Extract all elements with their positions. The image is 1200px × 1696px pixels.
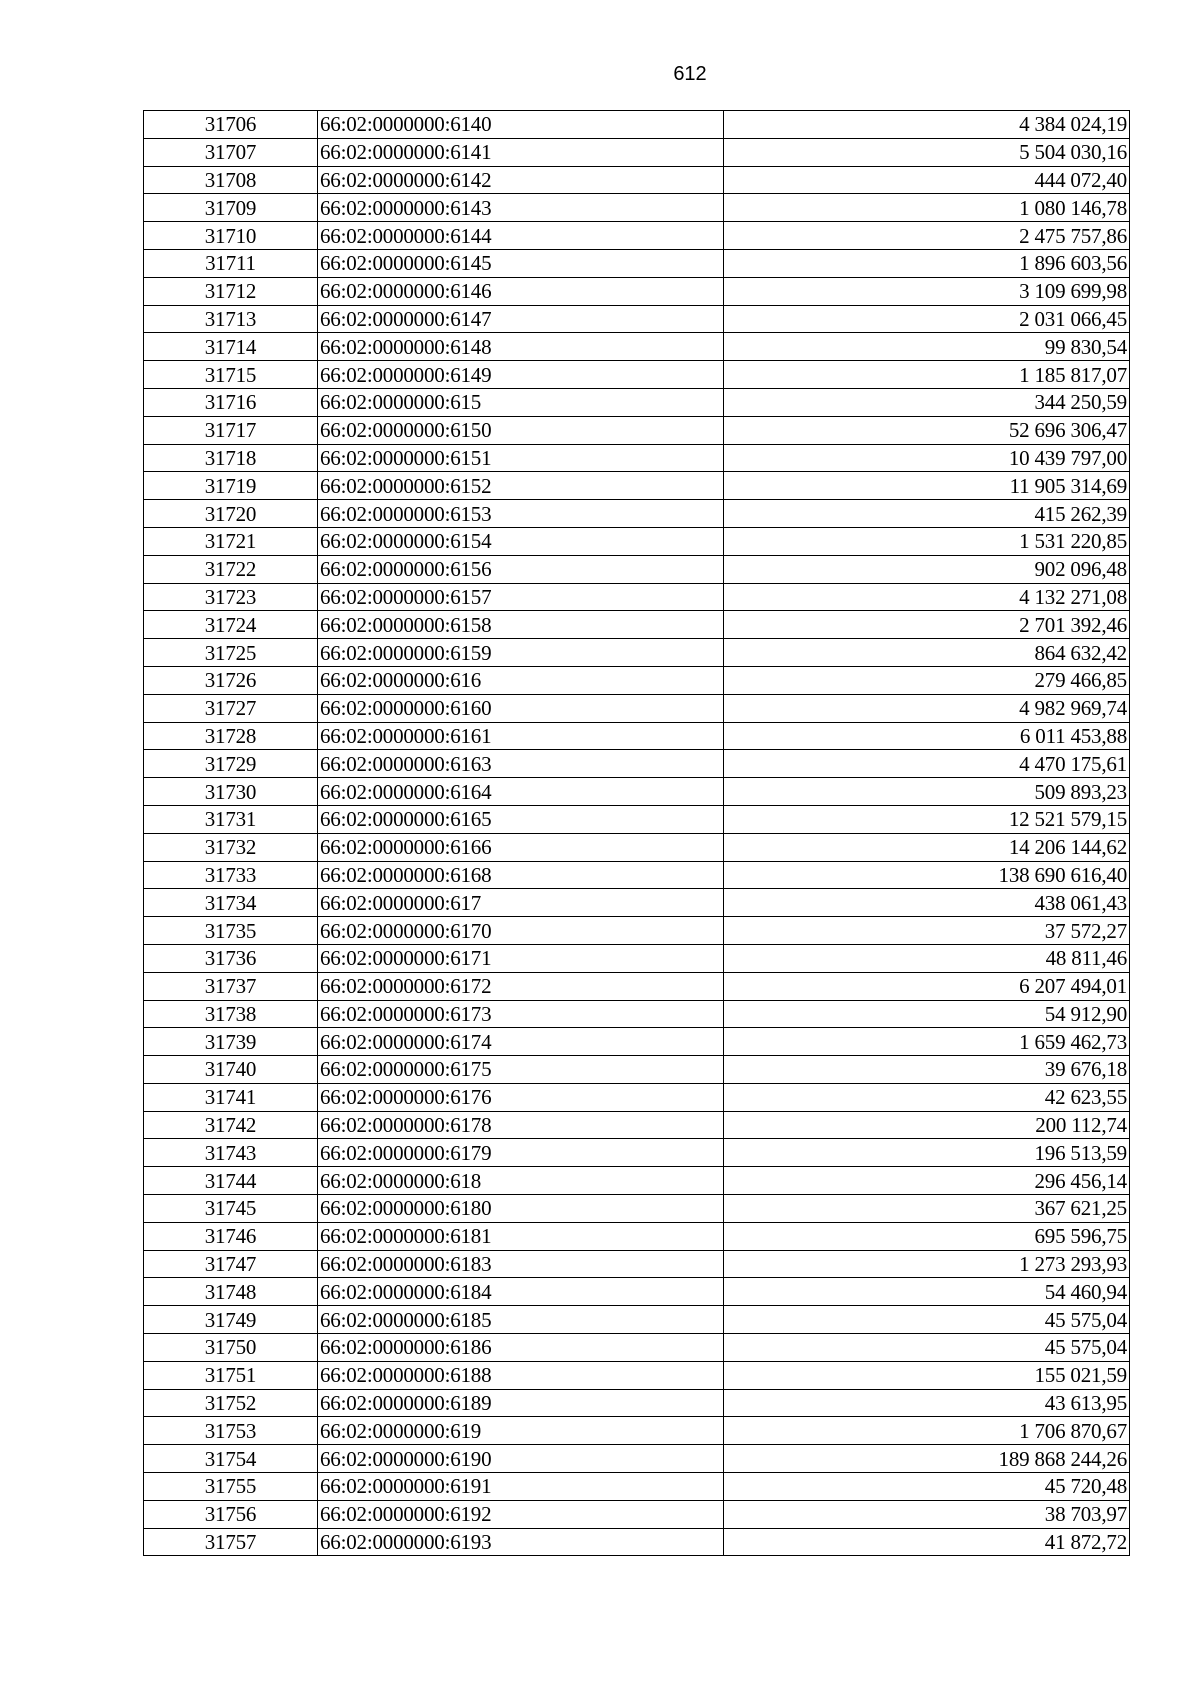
cadastral-value-cell: 1 080 146,78: [724, 194, 1130, 222]
row-number-cell: 31722: [144, 555, 318, 583]
cadastral-value-cell: 4 132 271,08: [724, 583, 1130, 611]
cadastral-number-cell: 66:02:0000000:6181: [318, 1222, 724, 1250]
cadastral-number-cell: 66:02:0000000:6147: [318, 305, 724, 333]
cadastral-number-cell: 66:02:0000000:6188: [318, 1361, 724, 1389]
row-number-cell: 31745: [144, 1195, 318, 1223]
cadastral-value-cell: 279 466,85: [724, 666, 1130, 694]
table-row: [144, 527, 1130, 555]
cadastral-number-cell: 66:02:0000000:6161: [318, 722, 724, 750]
table-row: [144, 972, 1130, 1000]
row-number-cell: 31734: [144, 889, 318, 917]
cadastral-value-table: [143, 110, 1130, 1556]
table-row: [144, 111, 1130, 139]
cadastral-number-cell: 66:02:0000000:6176: [318, 1083, 724, 1111]
cadastral-number-cell: 66:02:0000000:616: [318, 666, 724, 694]
cadastral-value-cell: 10 439 797,00: [724, 444, 1130, 472]
table-row: [144, 1028, 1130, 1056]
row-number-cell: 31754: [144, 1445, 318, 1473]
row-number-cell: 31737: [144, 972, 318, 1000]
cadastral-number-cell: 66:02:0000000:6192: [318, 1500, 724, 1528]
cadastral-value-cell: 2 475 757,86: [724, 222, 1130, 250]
row-number-cell: 31752: [144, 1389, 318, 1417]
row-number-cell: 31721: [144, 527, 318, 555]
row-number-cell: 31719: [144, 472, 318, 500]
row-number-cell: 31736: [144, 944, 318, 972]
row-number-cell: 31729: [144, 750, 318, 778]
cadastral-number-cell: 66:02:0000000:6143: [318, 194, 724, 222]
cadastral-number-cell: 66:02:0000000:6145: [318, 249, 724, 277]
cadastral-number-cell: 66:02:0000000:6146: [318, 277, 724, 305]
cadastral-number-cell: 66:02:0000000:618: [318, 1167, 724, 1195]
cadastral-value-cell: 1 659 462,73: [724, 1028, 1130, 1056]
table-row: [144, 639, 1130, 667]
table-row: [144, 1528, 1130, 1556]
row-number-cell: 31757: [144, 1528, 318, 1556]
cadastral-value-cell: 52 696 306,47: [724, 416, 1130, 444]
cadastral-number-cell: 66:02:0000000:6184: [318, 1278, 724, 1306]
cadastral-value-cell: 43 613,95: [724, 1389, 1130, 1417]
row-number-cell: 31718: [144, 444, 318, 472]
cadastral-number-cell: 66:02:0000000:6178: [318, 1111, 724, 1139]
cadastral-value-cell: 1 273 293,93: [724, 1250, 1130, 1278]
table-row: [144, 1473, 1130, 1501]
row-number-cell: 31724: [144, 611, 318, 639]
table-row: [144, 944, 1130, 972]
cadastral-value-cell: 11 905 314,69: [724, 472, 1130, 500]
cadastral-number-cell: 66:02:0000000:6191: [318, 1473, 724, 1501]
cadastral-number-cell: 66:02:0000000:6193: [318, 1528, 724, 1556]
table-row: [144, 1334, 1130, 1362]
row-number-cell: 31714: [144, 333, 318, 361]
cadastral-number-cell: 66:02:0000000:6150: [318, 416, 724, 444]
cadastral-value-cell: 415 262,39: [724, 500, 1130, 528]
table-row: [144, 1083, 1130, 1111]
cadastral-value-cell: 45 575,04: [724, 1306, 1130, 1334]
table-row: [144, 555, 1130, 583]
table-row: [144, 222, 1130, 250]
cadastral-number-cell: 66:02:0000000:6165: [318, 805, 724, 833]
cadastral-value-cell: 39 676,18: [724, 1056, 1130, 1084]
cadastral-number-cell: 66:02:0000000:6168: [318, 861, 724, 889]
table-row: [144, 1167, 1130, 1195]
row-number-cell: 31751: [144, 1361, 318, 1389]
table-row: [144, 861, 1130, 889]
cadastral-number-cell: 66:02:0000000:6190: [318, 1445, 724, 1473]
table-row: [144, 166, 1130, 194]
table-row: [144, 305, 1130, 333]
table-row: [144, 472, 1130, 500]
cadastral-value-cell: 45 575,04: [724, 1334, 1130, 1362]
row-number-cell: 31726: [144, 666, 318, 694]
row-number-cell: 31706: [144, 111, 318, 139]
cadastral-number-cell: 66:02:0000000:6153: [318, 500, 724, 528]
table-row: [144, 277, 1130, 305]
page-number: 612: [673, 63, 707, 85]
cadastral-value-cell: 6 207 494,01: [724, 972, 1130, 1000]
cadastral-value-cell: 138 690 616,40: [724, 861, 1130, 889]
row-number-cell: 31755: [144, 1473, 318, 1501]
cadastral-number-cell: 66:02:0000000:6140: [318, 111, 724, 139]
table-row: [144, 694, 1130, 722]
cadastral-number-cell: 66:02:0000000:6141: [318, 138, 724, 166]
row-number-cell: 31728: [144, 722, 318, 750]
cadastral-value-cell: 864 632,42: [724, 639, 1130, 667]
cadastral-number-cell: 66:02:0000000:6163: [318, 750, 724, 778]
table-row: [144, 194, 1130, 222]
cadastral-value-cell: 902 096,48: [724, 555, 1130, 583]
row-number-cell: 31746: [144, 1222, 318, 1250]
table-row: [144, 833, 1130, 861]
cadastral-value-cell: 45 720,48: [724, 1473, 1130, 1501]
cadastral-number-cell: 66:02:0000000:6154: [318, 527, 724, 555]
row-number-cell: 31741: [144, 1083, 318, 1111]
row-number-cell: 31725: [144, 639, 318, 667]
cadastral-number-cell: 66:02:0000000:6144: [318, 222, 724, 250]
cadastral-number-cell: 66:02:0000000:6186: [318, 1334, 724, 1362]
table-row: [144, 1500, 1130, 1528]
cadastral-value-cell: 99 830,54: [724, 333, 1130, 361]
row-number-cell: 31742: [144, 1111, 318, 1139]
row-number-cell: 31735: [144, 917, 318, 945]
row-number-cell: 31715: [144, 361, 318, 389]
table-row: [144, 1139, 1130, 1167]
table-row: [144, 1195, 1130, 1223]
cadastral-number-cell: 66:02:0000000:6183: [318, 1250, 724, 1278]
cadastral-value-cell: 4 384 024,19: [724, 111, 1130, 139]
table-row: [144, 1417, 1130, 1445]
row-number-cell: 31750: [144, 1334, 318, 1362]
cadastral-value-cell: 189 868 244,26: [724, 1445, 1130, 1473]
cadastral-number-cell: 66:02:0000000:6151: [318, 444, 724, 472]
table-row: [144, 1222, 1130, 1250]
table-row: [144, 1306, 1130, 1334]
row-number-cell: 31747: [144, 1250, 318, 1278]
table-row: [144, 1056, 1130, 1084]
cadastral-number-cell: 66:02:0000000:6172: [318, 972, 724, 1000]
row-number-cell: 31727: [144, 694, 318, 722]
row-number-cell: 31739: [144, 1028, 318, 1056]
row-number-cell: 31756: [144, 1500, 318, 1528]
cadastral-number-cell: 66:02:0000000:6142: [318, 166, 724, 194]
row-number-cell: 31731: [144, 805, 318, 833]
table-row: [144, 388, 1130, 416]
table-row: [144, 361, 1130, 389]
row-number-cell: 31753: [144, 1417, 318, 1445]
cadastral-value-cell: 1 706 870,67: [724, 1417, 1130, 1445]
row-number-cell: 31723: [144, 583, 318, 611]
cadastral-value-cell: 37 572,27: [724, 917, 1130, 945]
table-row: [144, 1361, 1130, 1389]
row-number-cell: 31712: [144, 277, 318, 305]
cadastral-value-cell: 2 701 392,46: [724, 611, 1130, 639]
table-row: [144, 249, 1130, 277]
cadastral-number-cell: 66:02:0000000:6173: [318, 1000, 724, 1028]
table-row: [144, 917, 1130, 945]
cadastral-value-cell: 54 460,94: [724, 1278, 1130, 1306]
cadastral-number-cell: 66:02:0000000:617: [318, 889, 724, 917]
cadastral-value-cell: 12 521 579,15: [724, 805, 1130, 833]
cadastral-number-cell: 66:02:0000000:6166: [318, 833, 724, 861]
cadastral-value-cell: 42 623,55: [724, 1083, 1130, 1111]
cadastral-number-cell: 66:02:0000000:6164: [318, 778, 724, 806]
table-row: [144, 1445, 1130, 1473]
cadastral-value-cell: 196 513,59: [724, 1139, 1130, 1167]
cadastral-value-cell: 4 470 175,61: [724, 750, 1130, 778]
cadastral-value-cell: 438 061,43: [724, 889, 1130, 917]
cadastral-value-cell: 48 811,46: [724, 944, 1130, 972]
row-number-cell: 31733: [144, 861, 318, 889]
table-row: [144, 611, 1130, 639]
cadastral-number-cell: 66:02:0000000:6152: [318, 472, 724, 500]
cadastral-value-cell: 695 596,75: [724, 1222, 1130, 1250]
row-number-cell: 31740: [144, 1056, 318, 1084]
row-number-cell: 31707: [144, 138, 318, 166]
cadastral-number-cell: 66:02:0000000:6156: [318, 555, 724, 583]
cadastral-value-cell: 3 109 699,98: [724, 277, 1130, 305]
table-row: [144, 666, 1130, 694]
cadastral-number-cell: 66:02:0000000:6170: [318, 917, 724, 945]
table-row: [144, 1250, 1130, 1278]
row-number-cell: 31738: [144, 1000, 318, 1028]
cadastral-number-cell: 66:02:0000000:619: [318, 1417, 724, 1445]
row-number-cell: 31743: [144, 1139, 318, 1167]
cadastral-value-cell: 54 912,90: [724, 1000, 1130, 1028]
cadastral-value-cell: 444 072,40: [724, 166, 1130, 194]
cadastral-value-cell: 2 031 066,45: [724, 305, 1130, 333]
cadastral-value-cell: 38 703,97: [724, 1500, 1130, 1528]
table-row: [144, 778, 1130, 806]
cadastral-value-cell: 509 893,23: [724, 778, 1130, 806]
cadastral-value-cell: 155 021,59: [724, 1361, 1130, 1389]
cadastral-number-cell: 66:02:0000000:6179: [318, 1139, 724, 1167]
table-row: [144, 1000, 1130, 1028]
cadastral-number-cell: 66:02:0000000:6159: [318, 639, 724, 667]
cadastral-number-cell: 66:02:0000000:6189: [318, 1389, 724, 1417]
cadastral-value-cell: 1 185 817,07: [724, 361, 1130, 389]
table-body: [144, 111, 1130, 1556]
cadastral-value-cell: 367 621,25: [724, 1195, 1130, 1223]
row-number-cell: 31744: [144, 1167, 318, 1195]
cadastral-value-cell: 1 531 220,85: [724, 527, 1130, 555]
cadastral-number-cell: 66:02:0000000:6171: [318, 944, 724, 972]
cadastral-value-cell: 1 896 603,56: [724, 249, 1130, 277]
row-number-cell: 31710: [144, 222, 318, 250]
cadastral-number-cell: 66:02:0000000:6157: [318, 583, 724, 611]
row-number-cell: 31717: [144, 416, 318, 444]
table-row: [144, 1278, 1130, 1306]
cadastral-number-cell: 66:02:0000000:6175: [318, 1056, 724, 1084]
row-number-cell: 31708: [144, 166, 318, 194]
cadastral-number-cell: 66:02:0000000:615: [318, 388, 724, 416]
cadastral-value-cell: 344 250,59: [724, 388, 1130, 416]
table-row: [144, 1111, 1130, 1139]
cadastral-value-cell: 14 206 144,62: [724, 833, 1130, 861]
cadastral-number-cell: 66:02:0000000:6185: [318, 1306, 724, 1334]
row-number-cell: 31716: [144, 388, 318, 416]
table-row: [144, 805, 1130, 833]
row-number-cell: 31732: [144, 833, 318, 861]
cadastral-value-cell: 5 504 030,16: [724, 138, 1130, 166]
cadastral-number-cell: 66:02:0000000:6174: [318, 1028, 724, 1056]
cadastral-number-cell: 66:02:0000000:6160: [318, 694, 724, 722]
row-number-cell: 31730: [144, 778, 318, 806]
cadastral-value-cell: 4 982 969,74: [724, 694, 1130, 722]
table-row: [144, 138, 1130, 166]
cadastral-number-cell: 66:02:0000000:6180: [318, 1195, 724, 1223]
cadastral-value-cell: 296 456,14: [724, 1167, 1130, 1195]
table-row: [144, 750, 1130, 778]
table-row: [144, 889, 1130, 917]
row-number-cell: 31713: [144, 305, 318, 333]
row-number-cell: 31709: [144, 194, 318, 222]
row-number-cell: 31748: [144, 1278, 318, 1306]
row-number-cell: 31720: [144, 500, 318, 528]
cadastral-value-cell: 41 872,72: [724, 1528, 1130, 1556]
table-row: [144, 1389, 1130, 1417]
cadastral-number-cell: 66:02:0000000:6158: [318, 611, 724, 639]
table-row: [144, 333, 1130, 361]
table-row: [144, 583, 1130, 611]
cadastral-number-cell: 66:02:0000000:6149: [318, 361, 724, 389]
cadastral-value-cell: 200 112,74: [724, 1111, 1130, 1139]
cadastral-value-cell: 6 011 453,88: [724, 722, 1130, 750]
row-number-cell: 31749: [144, 1306, 318, 1334]
table-row: [144, 444, 1130, 472]
row-number-cell: 31711: [144, 249, 318, 277]
cadastral-number-cell: 66:02:0000000:6148: [318, 333, 724, 361]
table-row: [144, 500, 1130, 528]
table-row: [144, 722, 1130, 750]
table-row: [144, 416, 1130, 444]
